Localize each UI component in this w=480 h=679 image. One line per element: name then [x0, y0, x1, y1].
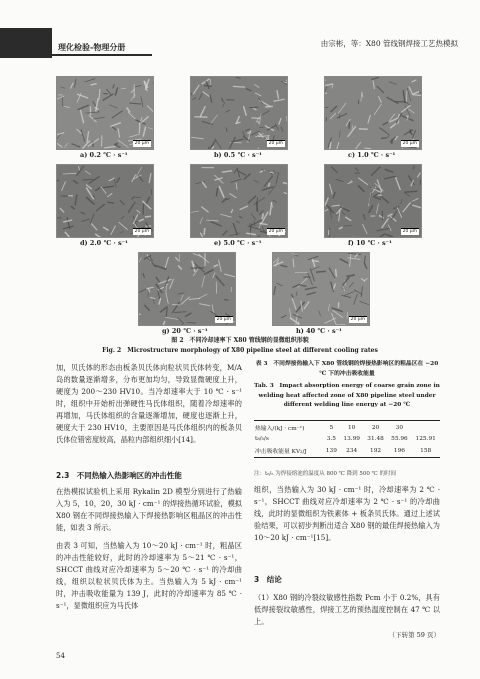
table-row — [254, 434, 440, 444]
section-heading-3: 3 结论 — [254, 575, 282, 584]
micrograph-texture — [325, 165, 421, 237]
micrograph-panel — [56, 76, 154, 150]
body-paragraph-5: （1）X80 钢的冷裂纹敏感性指数 Pcm 小于 0.2%，具有低焊接裂纹敏感性，焊接工艺的预热温度控制在 47 ℃ 以上。 — [254, 593, 440, 626]
table-header-cell — [411, 421, 440, 435]
table-cell: 31.48 — [367, 436, 384, 442]
table-cell: 3.5 — [326, 436, 336, 442]
table-cell: 139 — [323, 444, 340, 458]
logo-block — [0, 28, 52, 58]
micrograph-panel — [272, 252, 370, 326]
micrograph-label: d) 2.0 ℃ · s⁻¹ — [80, 239, 128, 247]
micrograph-texture — [273, 253, 369, 325]
micrograph-texture — [325, 77, 421, 149]
micrograph-texture — [139, 253, 235, 325]
table-header-cell: 30 — [388, 421, 412, 435]
scale-bar-label: 20 μm — [216, 317, 231, 322]
table-caption-cn: 表 3 不同焊接热输入下 X80 管线钢的焊接热影响区的粗晶区在 −20 ℃ 下的冲击吸收能量 — [255, 361, 439, 377]
scale-bar-label: 20 μm — [402, 141, 417, 146]
micrograph-texture — [57, 165, 153, 237]
journal-section-label: 理化检验-物理分册 — [58, 43, 126, 52]
continued-note: （下转第 59 页） — [388, 631, 440, 639]
scale-bar-label: 20 μm — [134, 229, 149, 234]
table-header-cell: 20 — [364, 421, 388, 435]
scale-bar-label: 20 μm — [350, 317, 365, 322]
micrograph-texture — [191, 165, 287, 237]
micrograph-panel — [138, 252, 236, 326]
table-cell: 13.99 — [343, 436, 360, 442]
micrograph-label: a) 0.2 ℃ · s⁻¹ — [80, 151, 128, 159]
scale-bar-label: 20 μm — [402, 229, 417, 234]
page-number: 54 — [56, 652, 65, 660]
table-cell: 55.96 — [391, 436, 408, 442]
micrograph-panel — [190, 164, 288, 238]
scale-bar-label: 20 μm — [268, 141, 283, 146]
impact-energy-table — [254, 420, 440, 458]
body-paragraph-4: 组织，当热输入为 30 kJ · cm⁻¹ 时，冷却速率为 2 ℃ · s⁻¹，SHCCT 曲线对应冷却速率为 2 ℃ · s⁻¹ 的冷却曲线，此时的显微组织为铁素体 + 板条贝氏体。通过上述试验结果，可以初步判断出适合 X80 钢的最佳焊接热输入为 10～20 kJ · cm⁻¹[15]。 — [254, 485, 440, 542]
scale-bar-label: 20 μm — [268, 229, 283, 234]
micrograph-label: h) 40 ℃ · s⁻¹ — [296, 327, 342, 335]
micrograph-texture — [57, 77, 153, 149]
logo-rule — [52, 54, 152, 56]
micrograph-label: c) 1.0 ℃ · s⁻¹ — [348, 151, 396, 159]
scale-bar-label: 20 μm — [134, 141, 149, 146]
table-cell: 192 — [364, 444, 388, 458]
table-cell: t₈/₅/s — [255, 436, 269, 442]
table-cell: 234 — [340, 444, 364, 458]
table-row — [254, 444, 440, 458]
table-note: 注：t₈/₅ 为焊接熔池的温度从 800 ℃ 降到 500 ℃ 的时间 — [254, 471, 397, 477]
table-cell: 196 — [388, 444, 412, 458]
table-header-cell: 5 — [323, 421, 340, 435]
table-header-cell: 10 — [340, 421, 364, 435]
micrograph-label: e) 5.0 ℃ · s⁻¹ — [214, 239, 262, 247]
micrograph-texture — [191, 77, 287, 149]
running-head: 由宗彬，等：X80 管线钢焊接工艺热模拟 — [320, 39, 458, 48]
body-paragraph-1: 加，贝氏体的形态由板条贝氏体向粒状贝氏体转变，M/A 岛的数量逐渐增多，分布更加均匀，导致显微硬度上升，硬度为 200～230 HV10。当冷却速率大于 10 ℃ · s⁻¹ 时，组织中开始析出弹硬性马氏体组织，随着冷却速率的再增加，马氏体组织的含量逐渐增加，硬度也逐渐上升，硬度大于 230 HV10，主要原因是马氏体组织内的板条贝氏体位错密度较高，晶粒内部组织细小[14]。 — [56, 363, 242, 444]
figure-caption-cn: 图 2 不同冷却速率下 X80 管线钢的显微组织形貌 — [171, 337, 309, 344]
figure-caption-en: Fig. 2 Microstructure morphology of X80 pipeline steel at different cooling rates — [102, 347, 378, 354]
micrograph-panel — [56, 164, 154, 238]
table-cell: 冲击吸收能量 KV₂/J — [254, 444, 323, 458]
micrograph-label: f) 10 ℃ · s⁻¹ — [348, 239, 392, 247]
table-header-cell: 热输入/(kJ · cm⁻¹) — [254, 421, 323, 435]
table-cell: 125.91 — [415, 436, 436, 442]
body-paragraph-2: 在热模拟试验机上采用 Rykalin 2D 模型分别进行了热输入为 5，10，20，30 kJ · cm⁻¹ 的焊接热循环试验，模拟 X80 钢在不同焊接热输入下焊接热影响区粗晶区的冲击性能，如表 3 所示。 — [56, 487, 242, 532]
micrograph-label: g) 20 ℃ · s⁻¹ — [162, 327, 208, 335]
micrograph-label: b) 0.5 ℃ · s⁻¹ — [214, 151, 262, 159]
body-paragraph-3: 由表 3 可知，当热输入为 10～20 kJ · cm⁻¹ 时，粗晶区的冲击性能较好，此时的冷却速率为 5～21 ℃ · s⁻¹，SHCCT 曲线对应冷却速率为 5～20 ℃ · s⁻¹ 的冷却曲线，组织以粒状贝氏体为主。当热输入为 5 kJ · cm⁻¹ 时，冲击吸收能量为 139 J，此时的冷却速率为 85 ℃ · s⁻¹，显微组织应为马氏体 — [56, 541, 242, 610]
micrograph-panel — [190, 76, 288, 150]
journal-logo — [0, 28, 155, 58]
table-caption-en: Tab. 3 Impact absorption energy of coarse grain zone in welding heat affected zone of X80 pipeline steel under different welding line energy at −20 ℃ — [254, 383, 440, 408]
table-header-row — [254, 421, 440, 435]
table-cell: 158 — [411, 444, 440, 458]
micrograph-panel — [324, 76, 422, 150]
micrograph-panel — [324, 164, 422, 238]
section-heading-2-3: 2.3 不同热输入热影响区的冲击性能 — [56, 471, 182, 480]
